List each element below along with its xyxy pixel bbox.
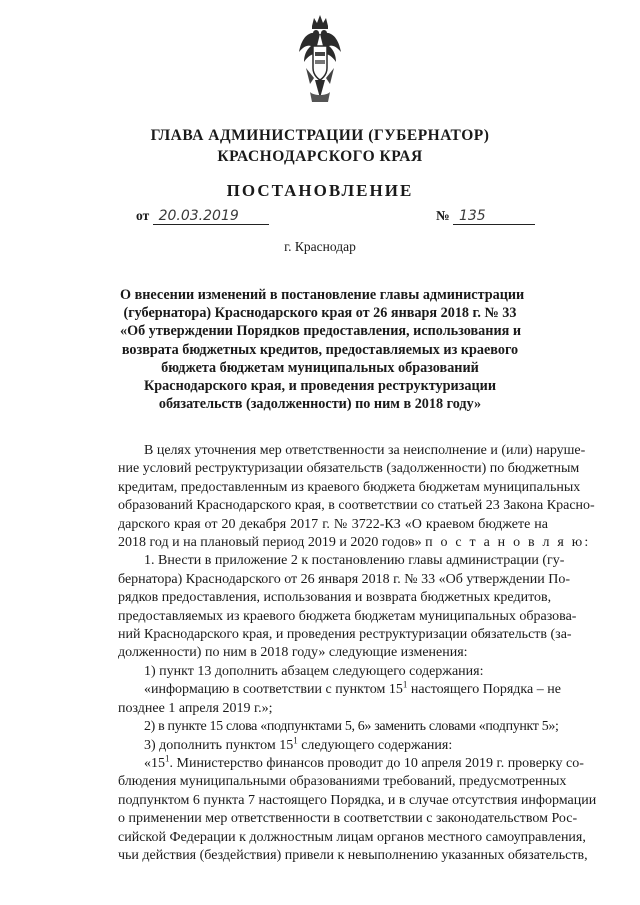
body-line: чьи действия (бездействия) привели к невыполнению указанных обязательств, (118, 847, 588, 863)
body-line: о применении мер ответственности в соответствии с законодательством Рос- (118, 811, 578, 827)
resolve-word: п о с т а н о в л я ю: (425, 535, 591, 551)
list-item (118, 734, 548, 755)
superscript: 1 (293, 734, 298, 745)
body-line: бернатора) Краснодарского от 26 января 2018 г. № 33 «Об утверждении По- (118, 571, 571, 587)
body-line: подпунктом 6 пункта 7 настоящего Порядка, и в случае отсутствия информации (118, 792, 597, 808)
body-line: дарского края от 20 декабря 2017 г. № 3722-КЗ «О краевом бюджете на (118, 516, 548, 532)
body-line: кредитам, предоставленным из краевого бюджета бюджетам муниципальных (118, 479, 581, 495)
superscript: 1 (165, 753, 170, 764)
body-line: ние условий реструктуризации обязательств (задолженности) по бюджетным (118, 461, 580, 477)
body-line: рядков предоставления, использования и возврата бюджетных кредитов, (118, 590, 552, 606)
title-line: «Об утверждении Порядков предоставления, использования и (120, 323, 522, 340)
body-line: образований Краснодарского края, в соответствии со статьей 23 Закона Красно- (118, 498, 595, 514)
issuing-authority-line1: ГЛАВА АДМИНИСТРАЦИИ (ГУБЕРНАТОР) (150, 127, 490, 144)
title-line: бюджета бюджетам муниципальных образований (161, 359, 479, 376)
list-item: 1) пункт 13 дополнить абзацем следующего содержания: (144, 663, 484, 679)
title-line: О внесении изменений в постановление главы администрации (120, 287, 525, 303)
number-row (436, 208, 535, 225)
coat-of-arms-emblem (296, 12, 344, 108)
body-line-text: 2018 год и на плановый период 2019 и 2020 годов» (118, 535, 422, 551)
body-line: долженности) по ним в 2018 году» следующие изменения: (118, 645, 468, 661)
list-item: 2) в пункте 15 слова «подпунктами 5, 6» заменить словами «подпункт 5»; (144, 719, 559, 735)
body-line (118, 753, 584, 773)
quote-text: настоящего Порядка – не (407, 682, 561, 698)
date-row (136, 208, 269, 225)
city-of-issue: г. Краснодар (284, 239, 356, 254)
list-item-quote (118, 679, 561, 699)
body-line: позднее 1 апреля 2019 г.»; (118, 700, 273, 716)
body-line (118, 534, 591, 552)
title-line: Краснодарского края, и проведения реструктуризации (144, 378, 496, 395)
body-line: сийской Федерации к должностным лицам органов местного самоуправления, (118, 829, 586, 845)
clause-number: «15 (144, 755, 165, 771)
body-line: предоставляемых из краевого бюджета бюджетам муниципальных образова- (118, 608, 577, 624)
number-prefix: № (436, 208, 450, 223)
body-line: 1. Внести в приложение 2 к постановлению главы администрации (гу- (144, 553, 565, 569)
handwritten-number: 135 (453, 209, 535, 225)
quote-text: «информацию в соответствии с пунктом 15 (144, 682, 403, 698)
body-line: В целях уточнения мер ответственности за неисполнение и (или) наруше- (144, 443, 586, 458)
title-line: обязательств (задолженности) по ним в 2018 году» (158, 396, 482, 413)
body-line: блюдения муниципальными образованиями требований, предусмотренных (118, 774, 567, 790)
document-body (118, 442, 597, 865)
title-line: возврата бюджетных кредитов, предоставляемых из краевого (121, 341, 519, 358)
date-prefix: от (136, 208, 150, 223)
document-title (120, 286, 525, 413)
issuing-authority-line2: КРАСНОДАРСКОГО КРАЯ (217, 148, 423, 165)
document-type: ПОСТАНОВЛЕНИЕ (226, 181, 414, 200)
clause-text: . Министерство финансов проводит до 10 апреля 2019 г. проверку со- (169, 755, 584, 771)
item-text: 3) дополнить пунктом 15 (144, 737, 294, 753)
superscript: 1 (402, 679, 408, 690)
handwritten-date: 20.03.2019 (153, 209, 269, 225)
item-text: следующего содержания: (297, 737, 453, 753)
title-line: (губернатора) Краснодарского края от 26 января 2018 г. № 33 (123, 305, 517, 322)
body-line: ний Краснодарского края, и проведения реструктуризации обязательств (за- (118, 627, 572, 643)
